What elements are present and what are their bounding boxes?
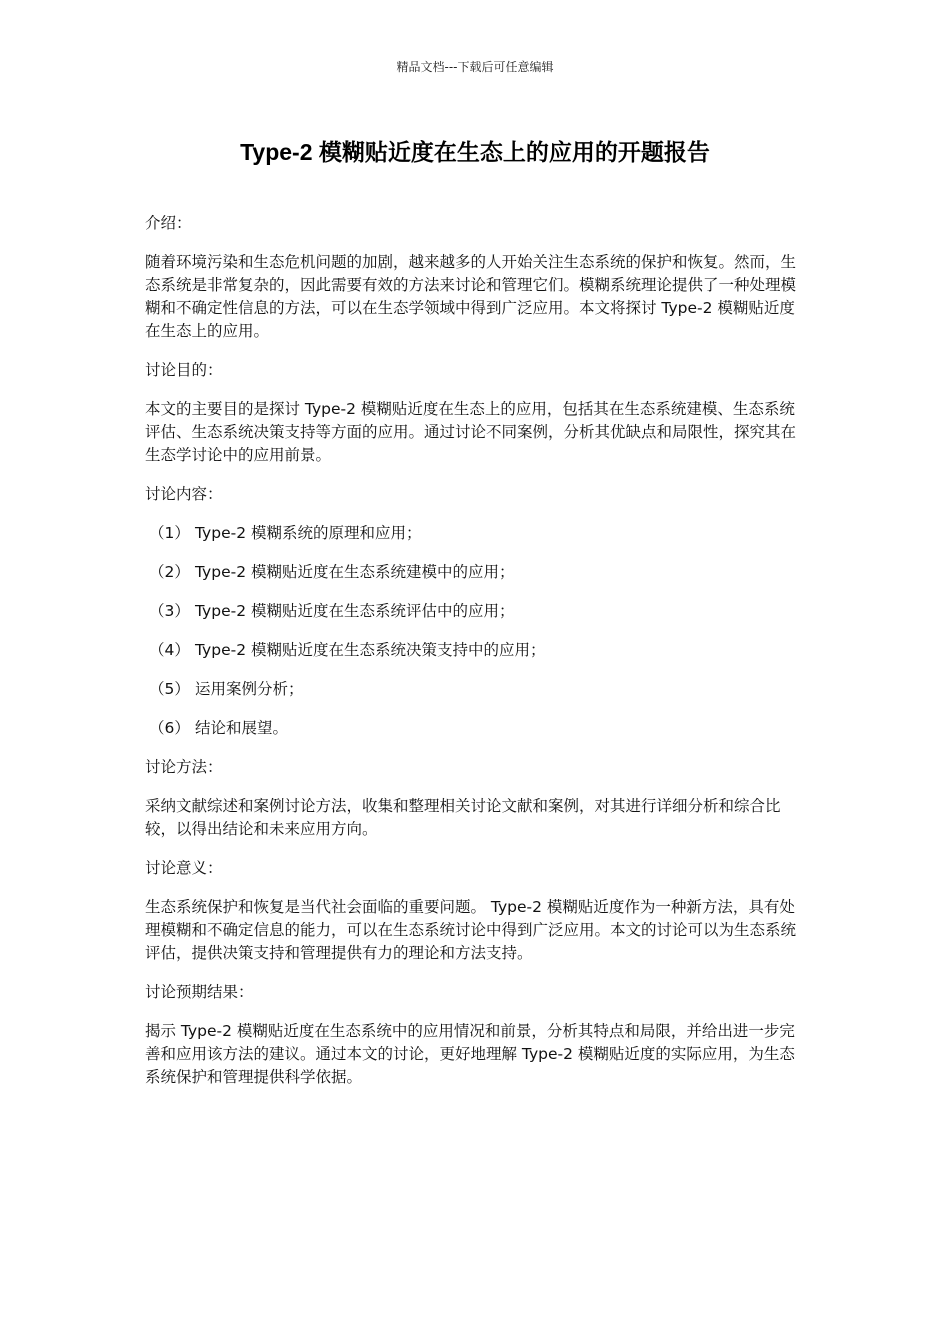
- list-item: [145, 717, 810, 740]
- purpose-label: 讨论目的：: [145, 361, 223, 379]
- list-item: [145, 600, 810, 623]
- list-item-text: Type-2 模糊贴近度在生态系统评估中的应用；: [195, 602, 515, 620]
- list-item: [145, 639, 810, 662]
- list-item-text: Type-2 模糊贴近度在生态系统决策支持中的应用；: [195, 641, 546, 659]
- list-item-number: （6）: [149, 719, 190, 737]
- results-paragraph: 揭示 Type-2 模糊贴近度在生态系统中的应用情况和前景，分析其特点和局限，并给出进一步完善和应用该方法的建议。通过本文的讨论，更好地理解 Type-2 模糊贴近度的实际应用，为生态系统保护和管理提供科学依据。: [145, 1022, 795, 1086]
- list-item: [145, 678, 810, 701]
- intro-label: 介绍：: [145, 214, 192, 232]
- purpose-paragraph: 本文的主要目的是探讨 Type-2 模糊贴近度在生态上的应用，包括其在生态系统建模、生态系统评估、生态系统决策支持等方面的应用。通过讨论不同案例，分析其优缺点和局限性，探究其在生态学讨论中的应用前景。: [145, 400, 797, 464]
- content-label: 讨论内容：: [145, 485, 223, 503]
- list-item-number: （2）: [149, 563, 190, 581]
- list-item-number: （5）: [149, 680, 190, 698]
- page-header: 精品文档---下载后可任意编辑: [396, 60, 554, 74]
- list-item-text: Type-2 模糊贴近度在生态系统建模中的应用；: [195, 563, 515, 581]
- list-item: [145, 561, 810, 584]
- method-paragraph: 采纳文献综述和案例讨论方法，收集和整理相关讨论文献和案例，对其进行详细分析和综合比较，以得出结论和未来应用方向。: [145, 797, 781, 838]
- method-label: 讨论方法：: [145, 758, 223, 776]
- list-item-number: （3）: [149, 602, 190, 620]
- document-title: Type-2 模糊贴近度在生态上的应用的开题报告: [240, 139, 710, 165]
- list-item-text: Type-2 模糊系统的原理和应用；: [195, 524, 422, 542]
- list-item-number: （4）: [149, 641, 190, 659]
- list-item-number: （1）: [149, 524, 190, 542]
- list-item-text: 运用案例分析；: [195, 680, 304, 698]
- document-body: [145, 212, 810, 1105]
- significance-label: 讨论意义：: [145, 859, 223, 877]
- significance-paragraph: 生态系统保护和恢复是当代社会面临的重要问题。 Type-2 模糊贴近度作为一种新方法，具有处理模糊和不确定信息的能力，可以在生态系统讨论中得到广泛应用。本文的讨论可以为生态系统评估，提供决策支持和管理提供有力的理论和方法支持。: [145, 898, 797, 962]
- intro-paragraph: 随着环境污染和生态危机问题的加剧，越来越多的人开始关注生态系统的保护和恢复。然而，生态系统是非常复杂的，因此需要有效的方法来讨论和管理它们。模糊系统理论提供了一种处理模糊和不确定性信息的方法，可以在生态学领域中得到广泛应用。本文将探讨 Type-2 模糊贴近度在生态上的应用。: [145, 253, 797, 340]
- list-item: [145, 522, 810, 545]
- results-label: 讨论预期结果：: [145, 983, 254, 1001]
- list-item-text: 结论和展望。: [195, 719, 289, 737]
